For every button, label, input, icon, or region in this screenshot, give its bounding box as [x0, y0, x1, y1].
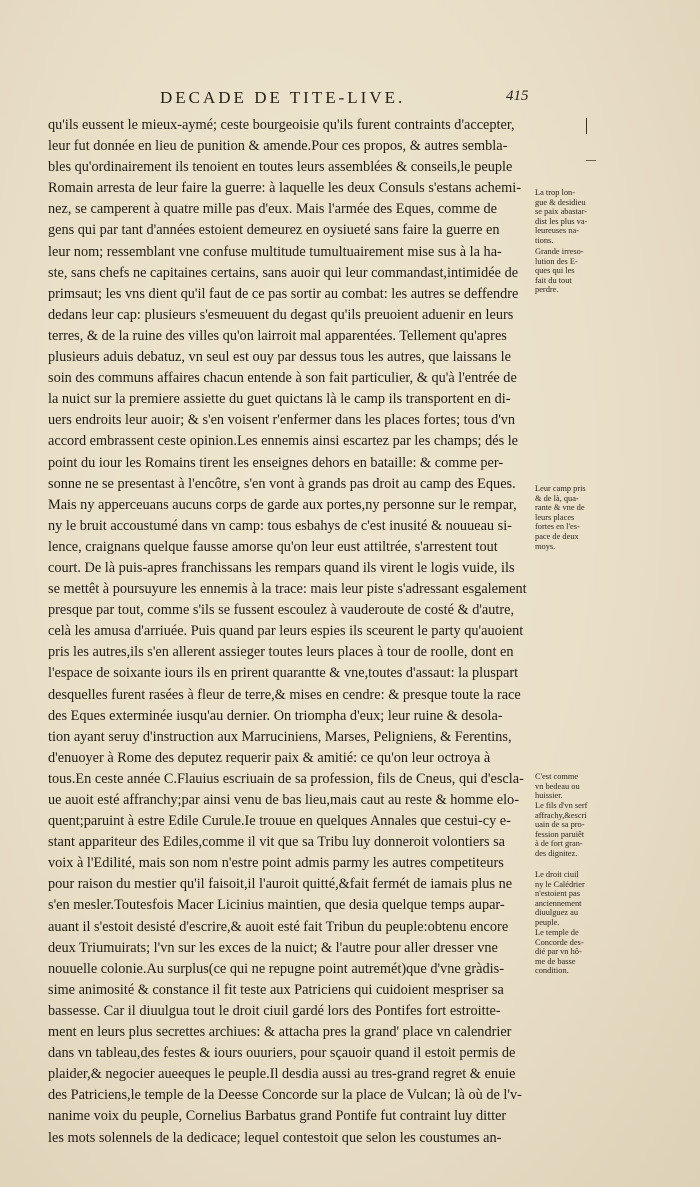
margin-note-line: moys. — [535, 541, 556, 551]
text-line: Mais ny apperceuans aucuns corps de garde aux portes,ny personne sur le rempar, — [48, 496, 517, 513]
margin-note-line: Le temple de — [535, 928, 579, 937]
text-line: la nuict sur la premiere assiette du guet quictans là le camp ils transportent en di- — [48, 391, 511, 408]
text-line: des Patriciens,le temple de la Deesse Concorde sur la place de Vulcan; là où de l'v- — [48, 1087, 522, 1104]
text-line: soin des communs affaires chacun entende à son fait particulier, & qu'à l'entrée de — [48, 370, 517, 387]
margin-note-line: huissier. — [535, 791, 563, 801]
margin-note-line: fait du tout — [535, 275, 572, 285]
margin-note-line: ny le Calédrier — [535, 879, 585, 889]
text-line: leur fut donnée en lieu de punition & amende.Pour ces propos, & autres sembla- — [48, 138, 508, 155]
margin-note-line: La trop lon- — [535, 188, 576, 197]
text-line: accord embrassent ceste opinion.Les ennemis ainsi escartez par les champs; dés le — [48, 433, 519, 450]
text-line: court. De là puis-apres franchissans les rempars quand ils virent le logis vuide, ils — [48, 559, 515, 576]
text-line: dedans leur cap: plusieurs s'esmeuuent du degast qu'ils preuoient aduenir en leurs — [48, 306, 514, 323]
text-line: desquelles furent rasées à fleur de terre,& mises en cendre: & presque toute la race — [48, 686, 521, 703]
margin-note-line: dié par vn hô- — [535, 947, 582, 957]
margin-note — [535, 928, 597, 976]
margin-note-line: des dignitez. — [535, 848, 578, 858]
margin-note-line: leurs places — [535, 512, 575, 522]
margin-note-line: vn bedeau ou — [535, 781, 580, 791]
margin-note-line: lution des E- — [535, 256, 578, 266]
margin-note — [535, 801, 597, 859]
text-line: point du iour les Romains tirent les enseignes dehors en bataille: & comme per- — [48, 454, 504, 471]
margin-note-line: fession paruiêt — [535, 829, 585, 839]
margin-note-line: dist les plus va- — [535, 216, 588, 226]
text-line: Romain arresta de leur faire la guerre: à laquelle les deux Consuls s'estans achemi- — [48, 180, 522, 197]
text-line: ste, sans chefs ne capitaines certains, sans auoir qui leur commandast,intimidée de — [48, 264, 519, 281]
text-line: pris les autres,ils s'en allerent assieger toutes leurs places à tour de roolle, dont en — [48, 644, 514, 661]
margin-note-line: diuulguez au — [535, 908, 579, 918]
margin-note-line: affrachy,&escri — [535, 810, 587, 820]
text-line: sonne ne se presentast à l'encôtre, s'en vont à grands pas droit au camp des Eques. — [48, 475, 516, 492]
text-line: quent;paruint à estre Edile Curule.Ie trouue en quelques Annales que cestui-cy e- — [48, 813, 511, 830]
text-line: nouuelle colonie.Au surplus(ce qui ne repugne point autremét)que d'vne gràdis- — [48, 960, 504, 977]
text-line: se mettêt à poursuyure les ennemis à la trace: mais leur piste s'adressant esgalement — [48, 581, 527, 598]
text-line: nanime voix du peuple, Cornelius Barbatus grand Pontife fut contraint luy ditter — [48, 1108, 507, 1125]
text-line: d'enuoyer à Rome des deputez requerir paix & amitié: ce qu'on leur octroya à — [48, 749, 491, 766]
margin-note-line: ques qui les — [535, 266, 575, 276]
text-line: bassesse. Car il diuulgua tout le droit ciuil gardé lors des Pontifes fort estroitte- — [48, 1002, 501, 1019]
margin-note-line: Grande irreso- — [535, 247, 584, 256]
text-line: nez, se camperent à quatre mille pas d'eux. Mais l'armée des Eques, comme de — [48, 201, 497, 218]
margin-note-line: pace de deux — [535, 531, 579, 541]
page-number: 415 — [506, 88, 529, 104]
margin-note-line: C'est comme — [535, 772, 579, 781]
margin-note-line: gue & desidieu — [535, 197, 586, 207]
running-title: DECADE DE TITE-LIVE. — [160, 88, 406, 107]
margin-note-line: Le droit ciuil — [535, 870, 579, 879]
text-line: des Eques exterminée iusqu'au dernier. On triompha d'eux; leur ruine & desola- — [48, 707, 503, 724]
text-line: sime animosité & constance il fit teste aux Patriciens qui cuidoient mespriser sa — [48, 981, 504, 998]
margin-note — [535, 870, 597, 928]
text-line: primsaut; les vns dient qu'il faut de ce pas sortir au combat: les autres se deffendre — [48, 285, 519, 302]
margin-note-line: peuple. — [535, 917, 560, 927]
margin-note-line: Leur camp pris — [535, 484, 586, 493]
margin-note-line: & de là, qua- — [535, 493, 579, 503]
margin-note-line: fortes en l'es- — [535, 522, 580, 532]
text-line: s'en mesler.Toutesfois Macer Licinius maintien, que desia quelque temps aupar- — [48, 897, 505, 914]
text-line: qu'ils eussent le mieux-aymé; ceste bourgeoisie qu'ils furent contraints d'accepter, — [48, 117, 515, 133]
margin-note — [535, 247, 597, 295]
margin-note-line: Concorde des- — [535, 937, 584, 947]
text-line: presque par tout, comme s'ils se fussent escoulez à vauderoute de costé & d'autre, — [48, 602, 515, 619]
margin-rule-mark — [586, 118, 587, 134]
text-line: leur nom; ressemblant vne confuse multitude tumultuairement mise sus à la ha- — [48, 243, 502, 260]
margin-note-line: perdre. — [535, 285, 559, 295]
text-line: auant il s'estoit desisté d'escrire,& auoit esté fait Tribun du peuple:obtenu encore — [48, 918, 509, 935]
margin-note-line: condition. — [535, 966, 569, 976]
text-line: ny le bruit accoustumé dans vn camp: tous esbahys de c'est inusité & nouueau si- — [48, 517, 512, 534]
margin-note-line: rante & vne de — [535, 503, 585, 513]
margin-note — [535, 772, 597, 801]
text-line: tion ayant seruy d'instruction aux Marruciniens, Marses, Peligniens, & Ferentins, — [48, 728, 512, 745]
margin-note — [535, 484, 597, 551]
text-line: bles qu'ordinairement ils tenoient en toutes leurs assemblées & conseils,le peuple — [48, 159, 513, 176]
margin-note-line: se paix abastar- — [535, 207, 587, 217]
text-line: plaider,& negocier aueeques le peuple.Il desdia aussi au tres-grand regret & enuie — [48, 1066, 516, 1083]
text-line: uers endroits leur auoir; & s'en voisent r'enfermer dans les places fortes; tous d'vn — [48, 412, 516, 429]
text-line: terres, & de la ruine des villes qu'on lairroit mal apparentées. Tellement qu'apres — [48, 327, 507, 344]
margin-note-line: me de basse — [535, 956, 576, 966]
text-line: pour raison du mestier qu'il faisoit,il l'auroit quitté,&fait fermét de iamais plus ne — [48, 876, 513, 893]
text-line: lence, craignans quelque fausse amorse qu'on leur eust attiltrée, s'arrestent tout — [48, 538, 498, 555]
main-text-column — [48, 115, 528, 1149]
text-line: voix à l'Edilité, mais son nom n'estre point admis parmy les autres competiteurs — [48, 855, 504, 872]
text-line: tous.En ceste année C.Flauius escriuain de sa profession, fils de Cneus, qui d'escla- — [48, 770, 524, 787]
text-line: gens qui par tant d'années estoient demeurez en oysiueté sans faire la guerre en — [48, 222, 500, 239]
margin-note — [535, 188, 597, 246]
text-line: dans vn tableau,des festes & iours ouuriers, pour sçauoir quand il estoit permis de — [48, 1045, 516, 1062]
margin-dash-mark — [586, 160, 596, 161]
text-line: celà les amusa d'arriuée. Puis quand par leurs espies ils sceurent le party qu'auoient — [48, 623, 524, 640]
margin-note-line: uain de sa pro- — [535, 820, 585, 830]
text-line: ue auoit esté affranchy;par ainsi venu de bas lieu,mais caut au reste & homme elo- — [48, 792, 519, 808]
text-line: l'espace de soixante iours ils en prirent quarantte & vne,toutes d'assaut: la pluspart — [48, 665, 519, 682]
margin-note-line: n'estoient pas — [535, 889, 581, 899]
margin-note-line: tions. — [535, 235, 554, 245]
margin-note-line: anciennement — [535, 898, 582, 908]
text-line: stant appariteur des Ediles,comme il vit que sa Tribu luy donneroit volontiers sa — [48, 834, 506, 851]
margin-note-line: Le fils d'vn serf — [535, 801, 588, 810]
text-line: ment en leurs plus secrettes archiues: & attacha pres la grand' place vn calendrier — [48, 1024, 512, 1041]
text-line: deux Triumuirats; l'vn sur les exces de la nuict; & l'autre pour aller dresser vne — [48, 939, 498, 956]
text-line: plusieurs aduis debatuz, vn seul est ouy par dessus tous les autres, que laissans le — [48, 349, 511, 366]
margin-note-line: à de fort gran- — [535, 839, 583, 849]
margin-note-line: leureuses na- — [535, 226, 579, 236]
text-line: les mots solennels de la dedicace; lequel contestoit que selon les coustumes an- — [48, 1129, 502, 1146]
